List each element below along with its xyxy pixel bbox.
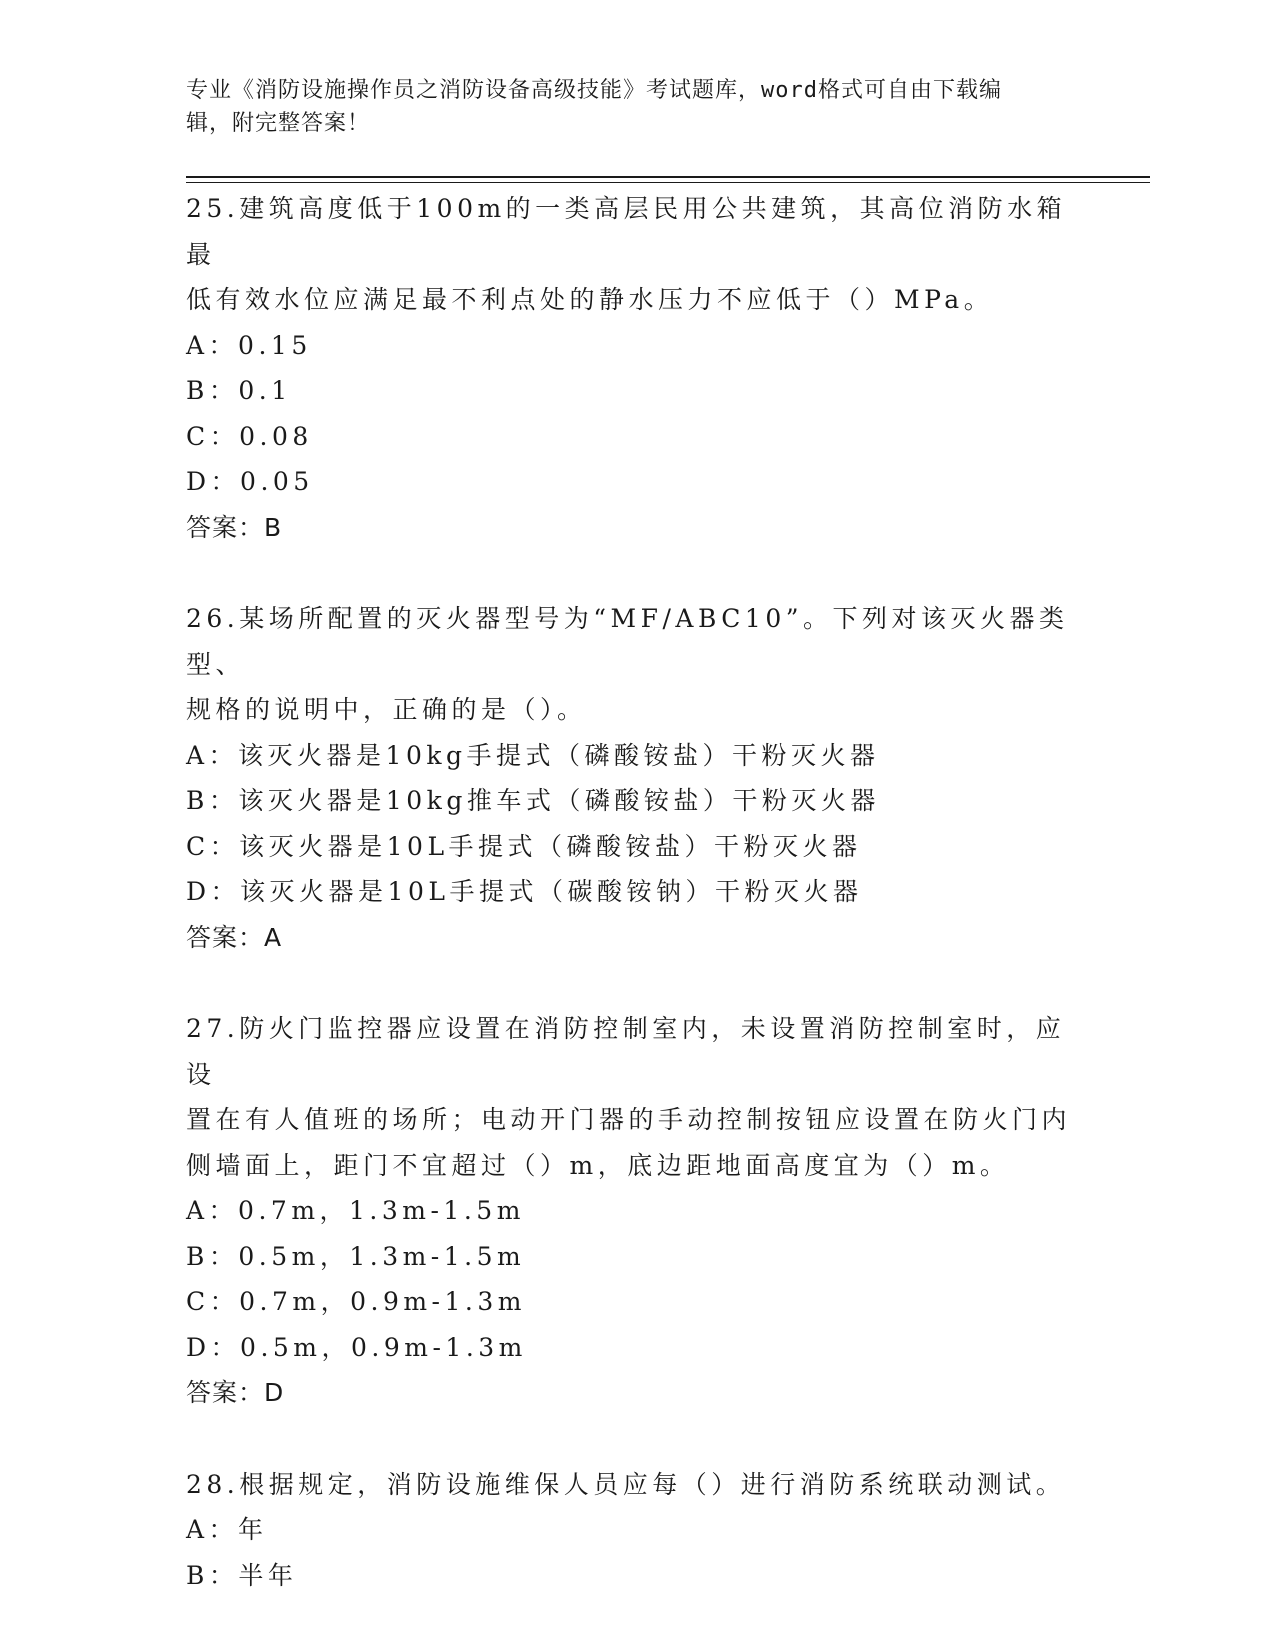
question-stem-line: 26.某场所配置的灭火器型号为“MF/ABC10”。下列对该灭火器类型、 — [186, 604, 1069, 679]
header-line-1: 专业《消防设施操作员之消防设备高级技能》考试题库，word格式可自由下载编 — [186, 78, 1002, 103]
question-27 — [186, 1006, 1086, 1416]
answer-label: 答案： — [186, 922, 265, 952]
option-b: B：半年 — [186, 1560, 298, 1590]
question-28 — [186, 1462, 1086, 1599]
question-25 — [186, 186, 1086, 550]
option-c: C：0.08 — [186, 421, 313, 451]
document-header — [186, 74, 1086, 140]
answer-line — [186, 505, 1086, 551]
answer-line — [186, 1370, 1086, 1416]
option-a: A：年 — [186, 1515, 268, 1544]
answer-value: A — [264, 922, 283, 952]
option-b: B：0.5m，1.3m-1.5m — [186, 1241, 526, 1271]
question-stem-line: 侧墙面上，距门不宜超过（）m，底边距地面高度宜为（）m。 — [186, 1150, 1010, 1180]
answer-value: D — [264, 1378, 285, 1407]
option-a: A：0.7m，1.3m-1.5m — [186, 1196, 525, 1225]
option-a: A：0.15 — [186, 330, 312, 360]
answer-line — [186, 915, 1086, 961]
question-stem-line: 置在有人值班的场所；电动开门器的手动控制按钮应设置在防火门内 — [186, 1105, 1072, 1134]
header-divider-top — [186, 176, 1150, 178]
question-stem-line: 低有效水位应满足最不利点处的静水压力不应低于（）MPa。 — [186, 285, 994, 314]
option-d: D：该灭火器是10L手提式（碳酸铵钠）干粉灭火器 — [186, 877, 863, 906]
option-b: B：该灭火器是10kg推车式（磷酸铵盐）干粉灭火器 — [186, 786, 880, 815]
answer-value: B — [264, 512, 283, 542]
header-divider-bottom — [186, 182, 1150, 183]
option-d: D：0.05 — [186, 467, 314, 496]
question-stem-line: 28.根据规定，消防设施维保人员应每（）进行消防系统联动测试。 — [186, 1469, 1066, 1499]
answer-label: 答案： — [186, 512, 265, 542]
header-line-2: 辑，附完整答案！ — [186, 111, 371, 136]
question-stem-line: 25.建筑高度低于100m的一类高层民用公共建筑，其高位消防水箱最 — [186, 194, 1067, 269]
option-d: D：0.5m，0.9m-1.3m — [186, 1332, 527, 1362]
question-list — [186, 186, 1086, 1644]
option-c: C：该灭火器是10L手提式（磷酸铵盐）干粉灭火器 — [186, 831, 862, 861]
option-b: B：0.1 — [186, 376, 292, 405]
question-stem-line: 规格的说明中，正确的是（）。 — [186, 695, 587, 724]
option-a: A：该灭火器是10kg手提式（磷酸铵盐）干粉灭火器 — [186, 740, 880, 770]
option-c: C：0.7m，0.9m-1.3m — [186, 1287, 526, 1316]
question-26 — [186, 596, 1086, 960]
question-stem-line: 27.防火门监控器应设置在消防控制室内，未设置消防控制室时，应设 — [186, 1014, 1066, 1089]
answer-label: 答案： — [186, 1378, 265, 1407]
